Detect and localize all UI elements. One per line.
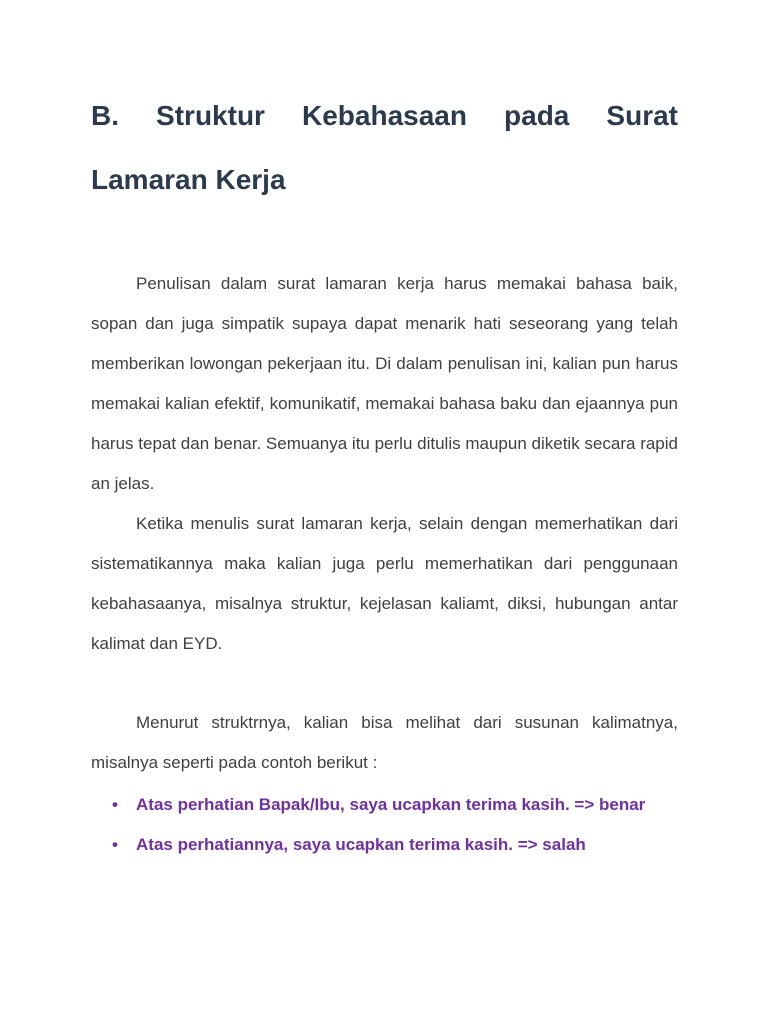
heading-word: Surat — [606, 100, 678, 131]
example-text: Atas perhatian Bapak/Ibu, saya ucapkan terima kasih. => benar — [136, 795, 646, 814]
bullet-marker: • — [112, 795, 118, 814]
document-heading-line-1 — [91, 84, 678, 148]
body-paragraph: Menurut struktrnya, kalian bisa melihat dari susunan kalimatnya, misalnya seperti pada contoh berikut : — [91, 713, 678, 772]
example-list-item — [91, 825, 678, 865]
heading-word: pada — [504, 100, 570, 131]
document-heading-line-2: Lamaran Kerja — [91, 164, 286, 195]
body-paragraph: Penulisan dalam surat lamaran kerja harus memakai bahasa baik, sopan dan juga simpatik supaya dapat menarik hati seseorang yang telah memberikan lowongan pekerjaan itu. Di dalam penulisan ini, kalian pun harus memakai kalian efektif, komunikatif, memakai bahasa baku dan ejaannya pun harus tepat dan benar. Semuanya itu perlu ditulis maupun diketik secara rapid an jelas. — [91, 274, 678, 493]
example-list — [91, 785, 678, 865]
bullet-marker: • — [112, 835, 118, 854]
heading-word: Kebahasaan — [302, 100, 467, 131]
heading-word: Struktur — [156, 100, 265, 131]
body-paragraph: Ketika menulis surat lamaran kerja, selain dengan memerhatikan dari sistematikannya maka kalian juga perlu memerhatikan dari penggunaan kebahasaanya, misalnya struktur, kejelasan kaliamt, diksi, hubungan antar kalimat dan EYD. — [91, 514, 678, 653]
example-text: Atas perhatiannya, saya ucapkan terima kasih. => salah — [136, 835, 586, 854]
heading-word: B. — [91, 100, 119, 131]
example-list-item — [91, 785, 678, 825]
